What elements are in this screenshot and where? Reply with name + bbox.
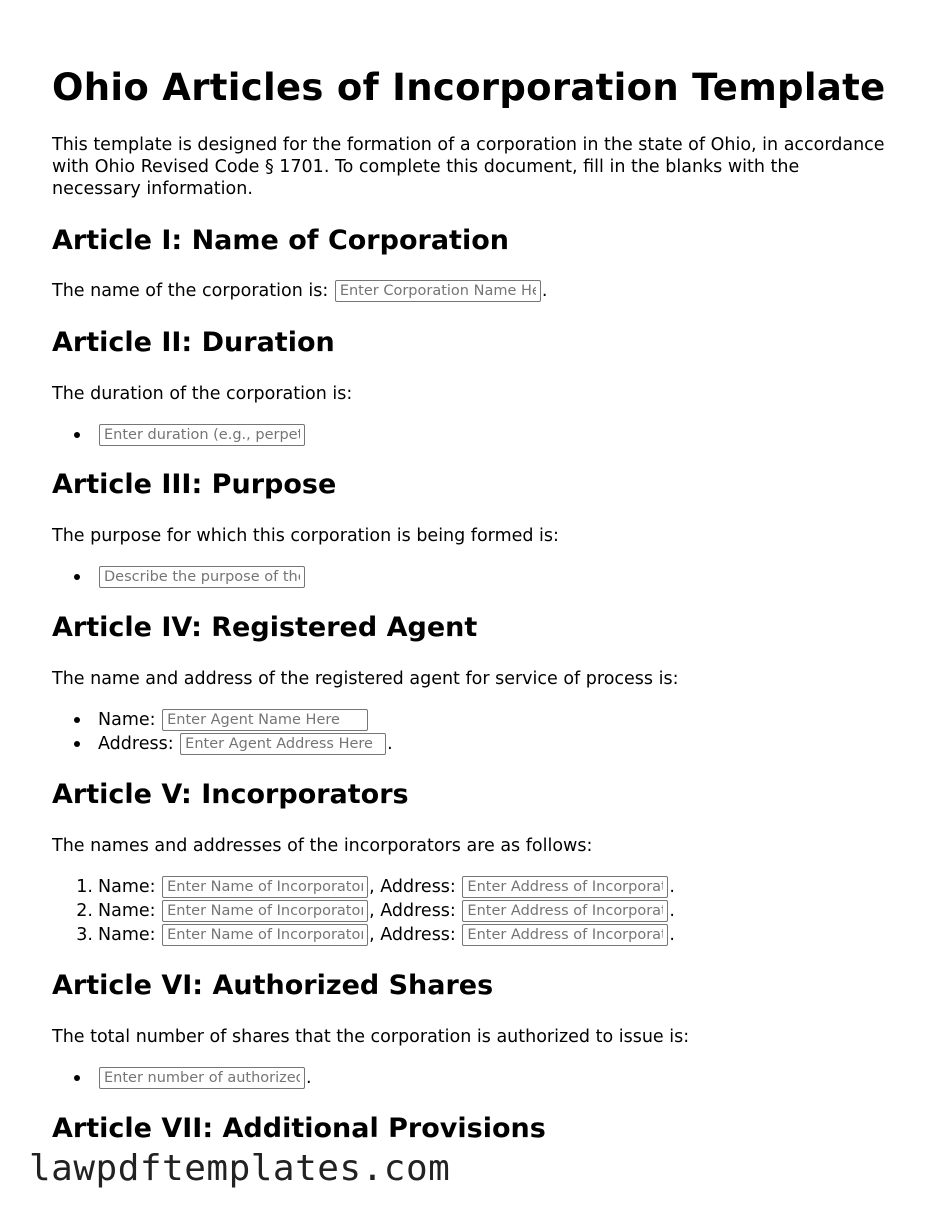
incorporator-item xyxy=(52,876,675,898)
article-5-text: The names and addresses of the incorporators are as follows: xyxy=(52,836,593,856)
bullet-marker xyxy=(52,424,98,446)
page-title: Ohio Articles of Incorporation Template xyxy=(52,66,886,109)
article-3-bullet-item xyxy=(52,566,306,588)
agent-address-input[interactable] xyxy=(180,733,386,755)
incorporator-address-label: , Address: xyxy=(369,925,456,945)
article-2-bullet-item xyxy=(52,424,306,446)
agent-name-input[interactable] xyxy=(162,709,368,731)
duration-input[interactable] xyxy=(99,424,305,446)
bullet-marker xyxy=(52,709,98,731)
article-1-text: The name of the corporation is: xyxy=(52,281,329,301)
incorporator-suffix: . xyxy=(669,901,675,921)
purpose-input[interactable] xyxy=(99,566,305,588)
incorporator-3-address-input[interactable] xyxy=(462,924,668,946)
incorporator-3-name-input[interactable] xyxy=(162,924,368,946)
incorporator-name-label: Name: xyxy=(98,877,156,897)
agent-name-label: Name: xyxy=(98,710,156,730)
agent-address-item xyxy=(52,733,393,755)
authorized-shares-input[interactable] xyxy=(99,1067,305,1089)
incorporator-2-address-input[interactable] xyxy=(462,900,668,922)
article-3-text: The purpose for which this corporation is being formed is: xyxy=(52,526,559,546)
incorporator-address-label: , Address: xyxy=(369,901,456,921)
corporation-name-input[interactable] xyxy=(335,280,541,302)
article-6-suffix: . xyxy=(306,1068,312,1088)
article-1-heading: Article I: Name of Corporation xyxy=(52,225,509,256)
article-3-heading: Article III: Purpose xyxy=(52,469,337,500)
incorporator-name-label: Name: xyxy=(98,925,156,945)
article-1-line xyxy=(52,280,547,302)
agent-address-label: Address: xyxy=(98,734,174,754)
incorporator-1-address-input[interactable] xyxy=(462,876,668,898)
article-4-heading: Article IV: Registered Agent xyxy=(52,612,478,643)
watermark-text: lawpdftemplates.com xyxy=(29,1148,451,1189)
incorporator-name-label: Name: xyxy=(98,901,156,921)
intro-paragraph: This template is designed for the formation of a corporation in the state of Ohio, in accordance with Ohio Revised Code § 1701. To complete this document, fill in the blanks with the necessary information. xyxy=(52,135,885,199)
incorporator-2-name-input[interactable] xyxy=(162,900,368,922)
list-number: 2. xyxy=(76,901,93,921)
incorporator-suffix: . xyxy=(669,877,675,897)
article-1-suffix: . xyxy=(541,281,548,301)
incorporator-1-name-input[interactable] xyxy=(162,876,368,898)
article-6-bullet-item xyxy=(52,1067,312,1089)
bullet-marker xyxy=(52,1067,98,1089)
article-2-text: The duration of the corporation is: xyxy=(52,384,353,404)
incorporator-address-label: , Address: xyxy=(369,877,456,897)
article-6-heading: Article VI: Authorized Shares xyxy=(52,970,494,1001)
incorporator-item xyxy=(52,924,675,946)
bullet-marker xyxy=(52,566,98,588)
article-5-heading: Article V: Incorporators xyxy=(52,779,409,810)
agent-name-item xyxy=(52,709,369,731)
incorporator-suffix: . xyxy=(669,925,675,945)
article-7-heading: Article VII: Additional Provisions xyxy=(52,1113,546,1144)
article-6-text: The total number of shares that the corporation is authorized to issue is: xyxy=(52,1027,690,1047)
incorporator-item xyxy=(52,900,675,922)
bullet-marker xyxy=(52,733,98,755)
list-number: 1. xyxy=(76,877,93,897)
agent-address-suffix: . xyxy=(387,734,393,754)
list-number: 3. xyxy=(76,925,93,945)
article-4-text: The name and address of the registered agent for service of process is: xyxy=(52,669,679,689)
article-2-heading: Article II: Duration xyxy=(52,327,335,358)
